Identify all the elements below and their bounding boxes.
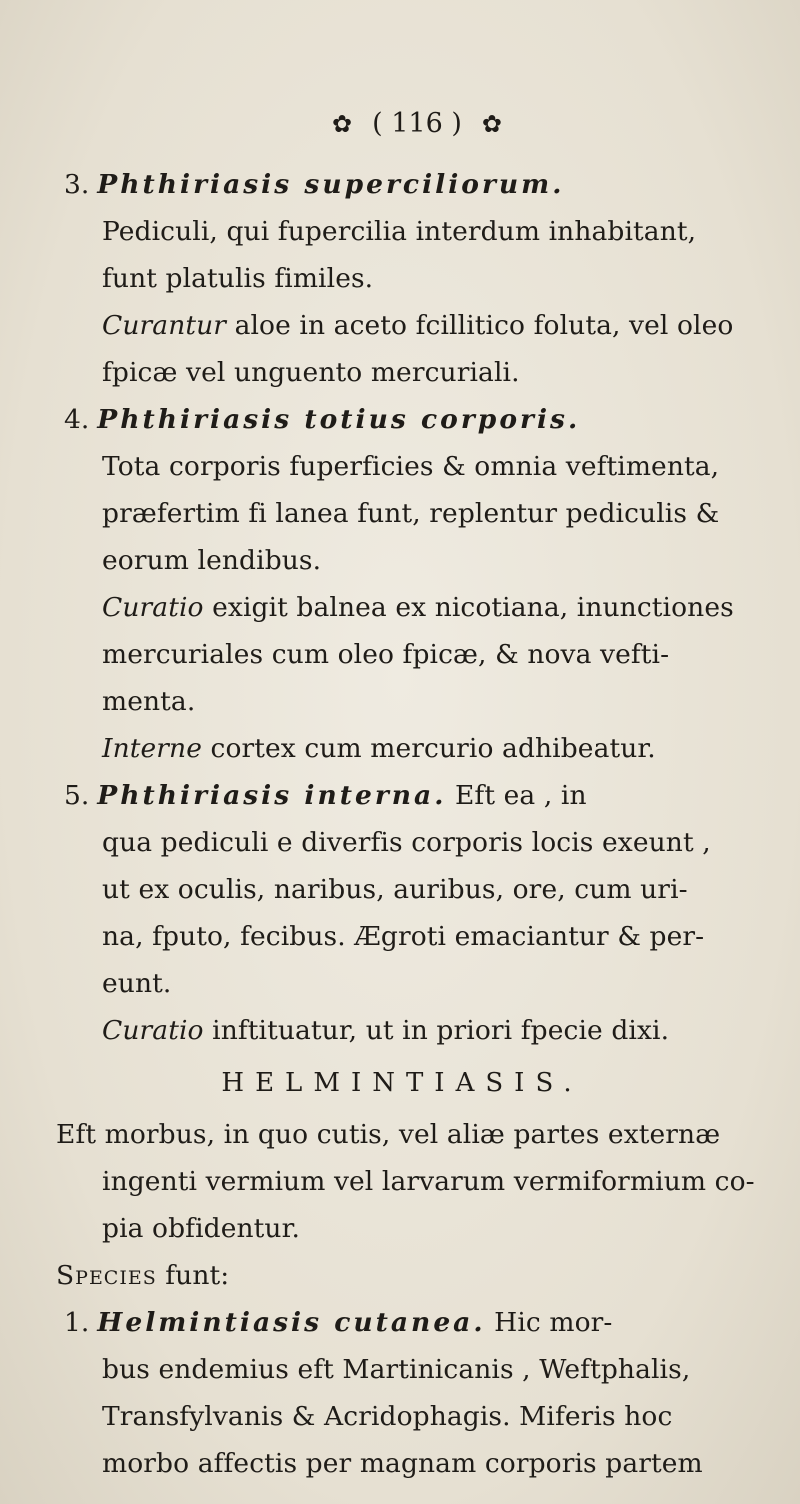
entry-text-line: Pediculi, qui fupercilia interdum inhabitant, [102, 216, 697, 247]
species-label: Species [56, 1260, 157, 1291]
section-text-line: ingenti vermium vel larvarum vermiformium co- [102, 1166, 755, 1197]
cure-line: fpicæ vel unguento mercuriali. [102, 357, 520, 388]
entry-4 [56, 396, 748, 772]
entry-text-line: ut ex oculis, naribus, auribus, ore, cum uri- [102, 874, 688, 905]
entry-text-line: Tota corporis fuperficies & omnia veftimenta, [102, 451, 720, 482]
species-text-line: Transfylvanis & Acridophagis. Miferis hoc [102, 1401, 673, 1432]
ornament-left-icon: ✿ [332, 109, 353, 138]
entry-text-line: eunt. [102, 968, 172, 999]
cure-label: Curantur [102, 310, 227, 341]
cure-line: Curantur aloe in aceto fcillitico foluta, vel oleo [102, 310, 734, 341]
section-text-line: Eft morbus, in quo cutis, vel aliæ partes externæ [56, 1119, 721, 1150]
entry-heading: 4. Phthiriasis totius corporis. [64, 404, 581, 435]
interne-label: Interne [102, 733, 202, 764]
interne-line: Interne cortex cum mercurio adhibeatur. [102, 733, 656, 764]
entry-text-line: qua pediculi e diverfis corporis locis exeunt , [102, 827, 711, 858]
entry-3 [56, 161, 748, 396]
entry-text-line: eorum lendibus. [102, 545, 322, 576]
entry-text-line: na, fputo, fecibus. Ægroti emaciantur & per- [102, 921, 705, 952]
entry-text-line: funt platulis fimiles. [102, 263, 374, 294]
cure-line: Curatio exigit balnea ex nicotiana, inunctiones [102, 592, 734, 623]
entry-text-line: præfertim fi lanea funt, replentur pediculis & [102, 498, 720, 529]
entry-heading: 5. Phthiriasis interna. Eft ea , in [64, 780, 587, 811]
section-text-line: pia obfidentur. [102, 1213, 300, 1244]
entry-5 [56, 772, 748, 1054]
species-heading: 1. Helmintiasis cutanea. Hic mor- [64, 1307, 613, 1338]
cure-line: mercuriales cum oleo fpicæ, & nova vefti- [102, 639, 670, 670]
section-title: HELMINTIASIS. [221, 1068, 583, 1098]
ornament-right-icon: ✿ [481, 109, 502, 138]
page-number: ( 116 ) [372, 108, 462, 139]
cure-label: Curatio [102, 1015, 204, 1046]
cure-label: Curatio [102, 592, 204, 623]
cure-line: menta. [102, 686, 196, 717]
species-1 [56, 1299, 748, 1487]
cure-line: Curatio inftituatur, ut in priori fpecie dixi. [102, 1015, 670, 1046]
running-head [86, 108, 748, 139]
section-intro [56, 1111, 755, 1299]
species-text-line: morbo affectis per magnam corporis partem [102, 1448, 703, 1479]
species-text-line: bus endemius eft Martinicanis , Weftphalis, [102, 1354, 691, 1385]
entry-heading: 3. Phthiriasis superciliorum. [64, 169, 565, 200]
species-line: Species funt: [56, 1260, 230, 1291]
